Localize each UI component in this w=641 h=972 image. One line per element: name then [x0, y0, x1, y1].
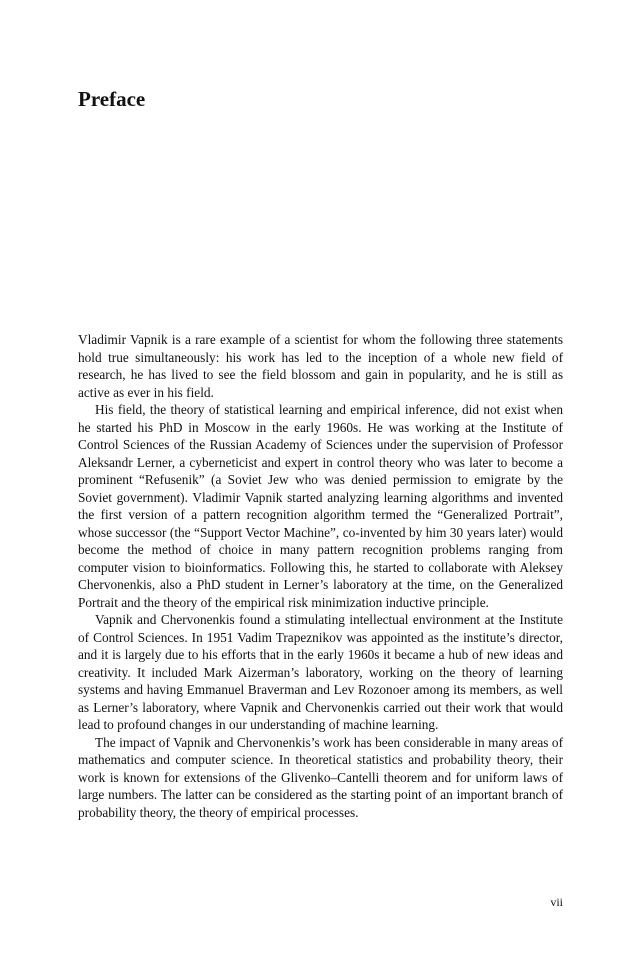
- paragraph: Vladimir Vapnik is a rare example of a scientist for whom the following three statements hold true simultaneously: his work has led to the inception of a whole new field of research, he has lived to see the field blossom and gain in popularity, and he is still as active as ever in his field.: [78, 332, 563, 400]
- page-number: vii: [550, 895, 563, 909]
- body-text: [78, 331, 563, 821]
- paragraph: His field, the theory of statistical learning and empirical inference, did not exist when he started his PhD in Moscow in the early 1960s. He was working at the Institute of Control Sciences of the Russian Academy of Sciences under the supervision of Professor Aleksandr Lerner, a cyberneticist and expert in control theory who was later to become a prominent “Refusenik” (a Soviet Jew who was denied permission to emigrate by the Soviet government). Vladimir Vapnik started analyzing learning algorithms and invented the first version of a pattern recognition algorithm termed the “Generalized Portrait”, whose successor (the “Support Vector Machine”, co-invented by him 30 years later) would become the method of choice in many pattern recognition problems ranging from computer vision to bioinformatics. Following this, he started to collaborate with Aleksey Chervonenkis, also a PhD student in Lerner’s laboratory at the time, on the Generalized Portrait and the theory of the empirical risk minimization inductive principle.: [78, 402, 563, 610]
- page-title: Preface: [78, 87, 146, 111]
- paragraph: The impact of Vapnik and Chervonenkis’s work has been considerable in many areas of mathematics and computer science. In theoretical statistics and probability theory, their work is known for extensions of the Glivenko–Cantelli theorem and for uniform laws of large numbers. The latter can be considered as the starting point of an important branch of probability theory, the theory of empirical processes.: [78, 734, 563, 820]
- paragraph: Vapnik and Chervonenkis found a stimulating intellectual environment at the Institute of Control Sciences. In 1951 Vadim Trapeznikov was appointed as the institute’s director, and it is largely due to his efforts that in the early 1960s it became a hub of new ideas and creativity. It included Mark Aizerman’s laboratory, working on the theory of learning systems and having Emmanuel Braverman and Lev Rozonoer among its members, as well as Lerner’s laboratory, where Vapnik and Chervonenkis carried out their work that would lead to profound changes in our understanding of machine learning.: [78, 612, 563, 732]
